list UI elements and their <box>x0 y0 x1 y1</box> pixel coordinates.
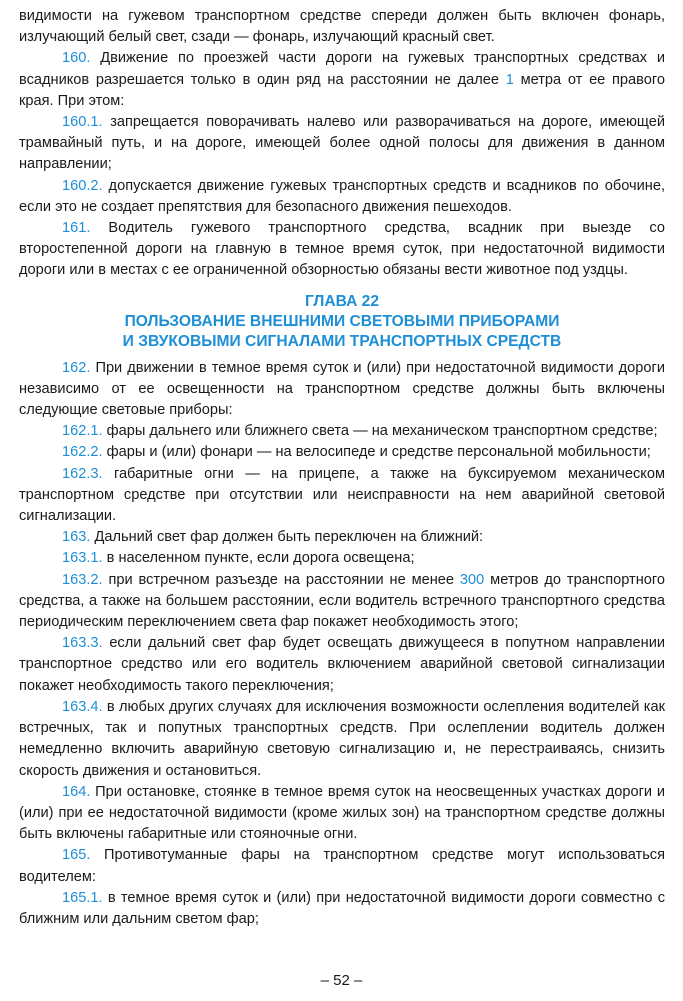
section-number: 162. <box>62 359 91 376</box>
section-number: 163.1. <box>62 550 103 567</box>
section-number: 162.1. <box>62 423 103 440</box>
section-number: 162.2. <box>62 444 103 461</box>
paragraph-161: 161. Водитель гужевого транспортного средства, всадник при выезде со второстепенной дороги на главную в темное время суток, при недостаточной видимости дороги или в местах с ее ограниченной обзорностью обязаны вести животное под уздцы. <box>19 220 665 279</box>
paragraph-163-3: 163.3. если дальний свет фар будет освещать движущееся в попутном направлении транспортное средство или его водитель включением аварийной световой сигнализации покажет необходимость такого переключения; <box>19 635 665 694</box>
paragraph-163: 163. Дальний свет фар должен быть переключен на ближний: <box>62 529 484 546</box>
paragraph-160: 160. Движение по проезжей части дороги на гужевых транспортных средствах и всадников разрешается только в один ряд на расстоянии не далее 1 метра от ее правого края. При этом: <box>19 50 665 109</box>
paragraph-163-1: 163.1. в населенном пункте, если дорога освещена; <box>62 550 415 567</box>
paragraph-160-2: 160.2. допускается движение гужевых транспортных средств и всадников по обочине, если это не создает препятствия для безопасного движения пешеходов. <box>19 177 665 215</box>
bottom-section <box>19 358 665 930</box>
paragraph-continuation: видимости на гужевом транспортном средстве спереди должен быть включен фонарь, излучающий белый свет, сзади — фонарь, излучающий красный свет. <box>19 8 665 46</box>
chapter-heading <box>19 292 665 352</box>
section-number: 163.4. <box>62 698 103 715</box>
top-section <box>19 6 665 282</box>
section-number: 163. <box>62 529 91 546</box>
paragraph-162-3: 162.3. габаритные огни — на прицепе, а также на буксируемом механическом транспортном средстве при отсутствии или неисправности на нем аварийной световой сигнализации. <box>19 465 665 525</box>
highlight-value: 300 <box>459 571 485 588</box>
paragraph-165-1: 165.1. в темное время суток и (или) при недостаточной видимости дороги совместно с ближним или дальним светом фар; <box>19 889 665 927</box>
section-number: 162.3. <box>62 465 103 482</box>
paragraph-162-2: 162.2. фары и (или) фонари — на велосипеде и средстве персональной мобильности; <box>62 444 651 461</box>
section-number: 161. <box>62 220 91 237</box>
section-number: 164. <box>62 783 91 800</box>
paragraph-163-2: 163.2. при встречном разъезде на расстоянии не менее 300 метров до транспортного средства, а также на большем расстоянии, если водитель встречного транспортного средства периодическим переключением света фар покажет необходимость этого; <box>19 571 665 631</box>
section-number: 165.1. <box>62 889 103 906</box>
section-number: 160.1. <box>62 114 103 131</box>
section-number: 160. <box>62 50 91 67</box>
chapter-title-line2: И ЗВУКОВЫМИ СИГНАЛАМИ ТРАНСПОРТНЫХ СРЕДСТВ <box>122 332 562 350</box>
highlight-value: 1 <box>505 71 514 88</box>
paragraph-162-1: 162.1. фары дальнего или ближнего света — на механическом транспортном средстве; <box>62 423 658 440</box>
paragraph-162: 162. При движении в темное время суток и (или) при недостаточной видимости дороги независимо от ее освещенности на транспортном средстве должны быть включены следующие световые приборы: <box>19 359 665 419</box>
section-number: 160.2. <box>62 177 103 194</box>
paragraph-160-1: 160.1. запрещается поворачивать налево или разворачиваться на дороге, имеющей трамвайный путь, и на дороге, имеющей более одной полосы для движения в данном направлении; <box>19 114 665 173</box>
page-number: – 52 – <box>320 972 363 989</box>
chapter-number: ГЛАВА 22 <box>304 292 380 310</box>
section-number: 163.2. <box>62 571 103 588</box>
paragraph-165: 165. Противотуманные фары на транспортном средстве могут использоваться водителем: <box>19 847 665 885</box>
paragraph-164: 164. При остановке, стоянке в темное время суток на неосвещенных участках дороги и (или) при ее недостаточной видимости (кроме жилых зон) на транспортном средстве должны быть включены габаритные или стояночные огни. <box>19 783 665 843</box>
paragraph-163-4: 163.4. в любых других случаях для исключения возможности ослепления водителей как встречных, так и попутных транспортных средств. При ослеплении водитель должен немедленно включить аварийную световую сигнализацию и, не перестраиваясь, снизить скорость движения и остановиться. <box>19 698 665 779</box>
section-number: 165. <box>62 847 91 864</box>
section-number: 163.3. <box>62 635 103 652</box>
chapter-title-line1: ПОЛЬЗОВАНИЕ ВНЕШНИМИ СВЕТОВЫМИ ПРИБОРАМИ <box>124 312 560 330</box>
